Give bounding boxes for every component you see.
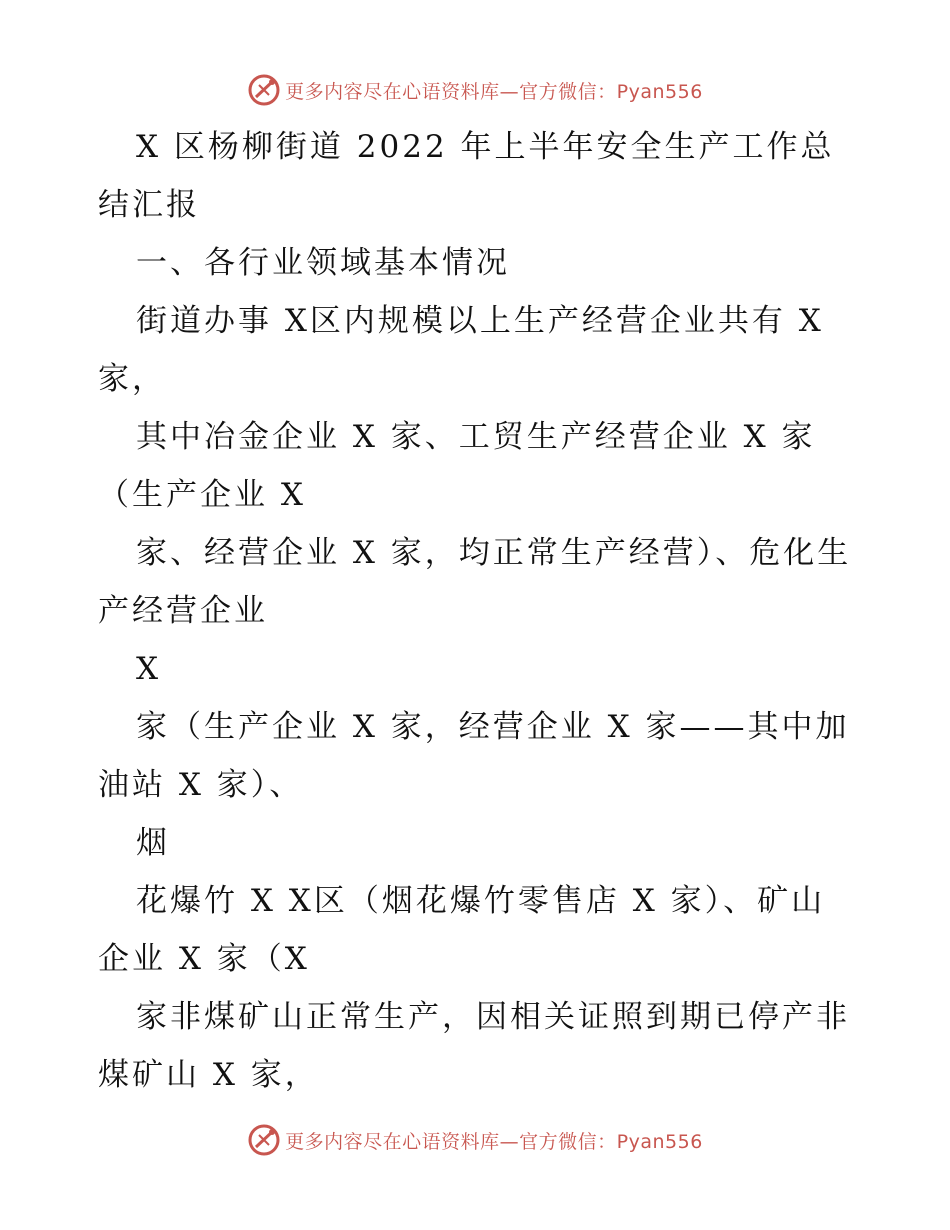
banner-text: 更多内容尽在心语资料库—官方微信：Pyan556 bbox=[285, 80, 703, 103]
paragraph: 烟 bbox=[136, 825, 170, 861]
paragraph: X 区杨柳街道 2022 年上半年安全生产工作总结汇报 bbox=[98, 129, 835, 223]
banner-text: 更多内容尽在心语资料库—官方微信：Pyan556 bbox=[285, 1130, 703, 1153]
paragraph: X bbox=[136, 651, 162, 687]
document-body bbox=[98, 118, 858, 1104]
logo-icon bbox=[247, 1123, 281, 1157]
paragraph: 其中冶金企业 X 家、工贸生产经营企业 X 家（生产企业 X bbox=[98, 419, 816, 513]
paragraph: 家（生产企业 X 家，经营企业 X 家——其中加油站 X 家）、 bbox=[98, 709, 850, 803]
paragraph: 花爆竹 X X区（烟花爆竹零售店 X 家）、矿山企业 X 家（X bbox=[98, 883, 826, 977]
paragraph: 家、经营企业 X 家，均正常生产经营）、危化生产经营企业 bbox=[98, 535, 852, 629]
paragraph: 一、各行业领域基本情况 bbox=[136, 245, 510, 281]
header-banner bbox=[0, 70, 950, 110]
logo-icon bbox=[247, 73, 281, 107]
paragraph: 街道办事 X区内规模以上生产经营企业共有 X家， bbox=[98, 303, 824, 397]
paragraph: 家非煤矿山正常生产，因相关证照到期已停产非煤矿山 X 家， bbox=[98, 999, 850, 1093]
footer-banner bbox=[0, 1120, 950, 1160]
